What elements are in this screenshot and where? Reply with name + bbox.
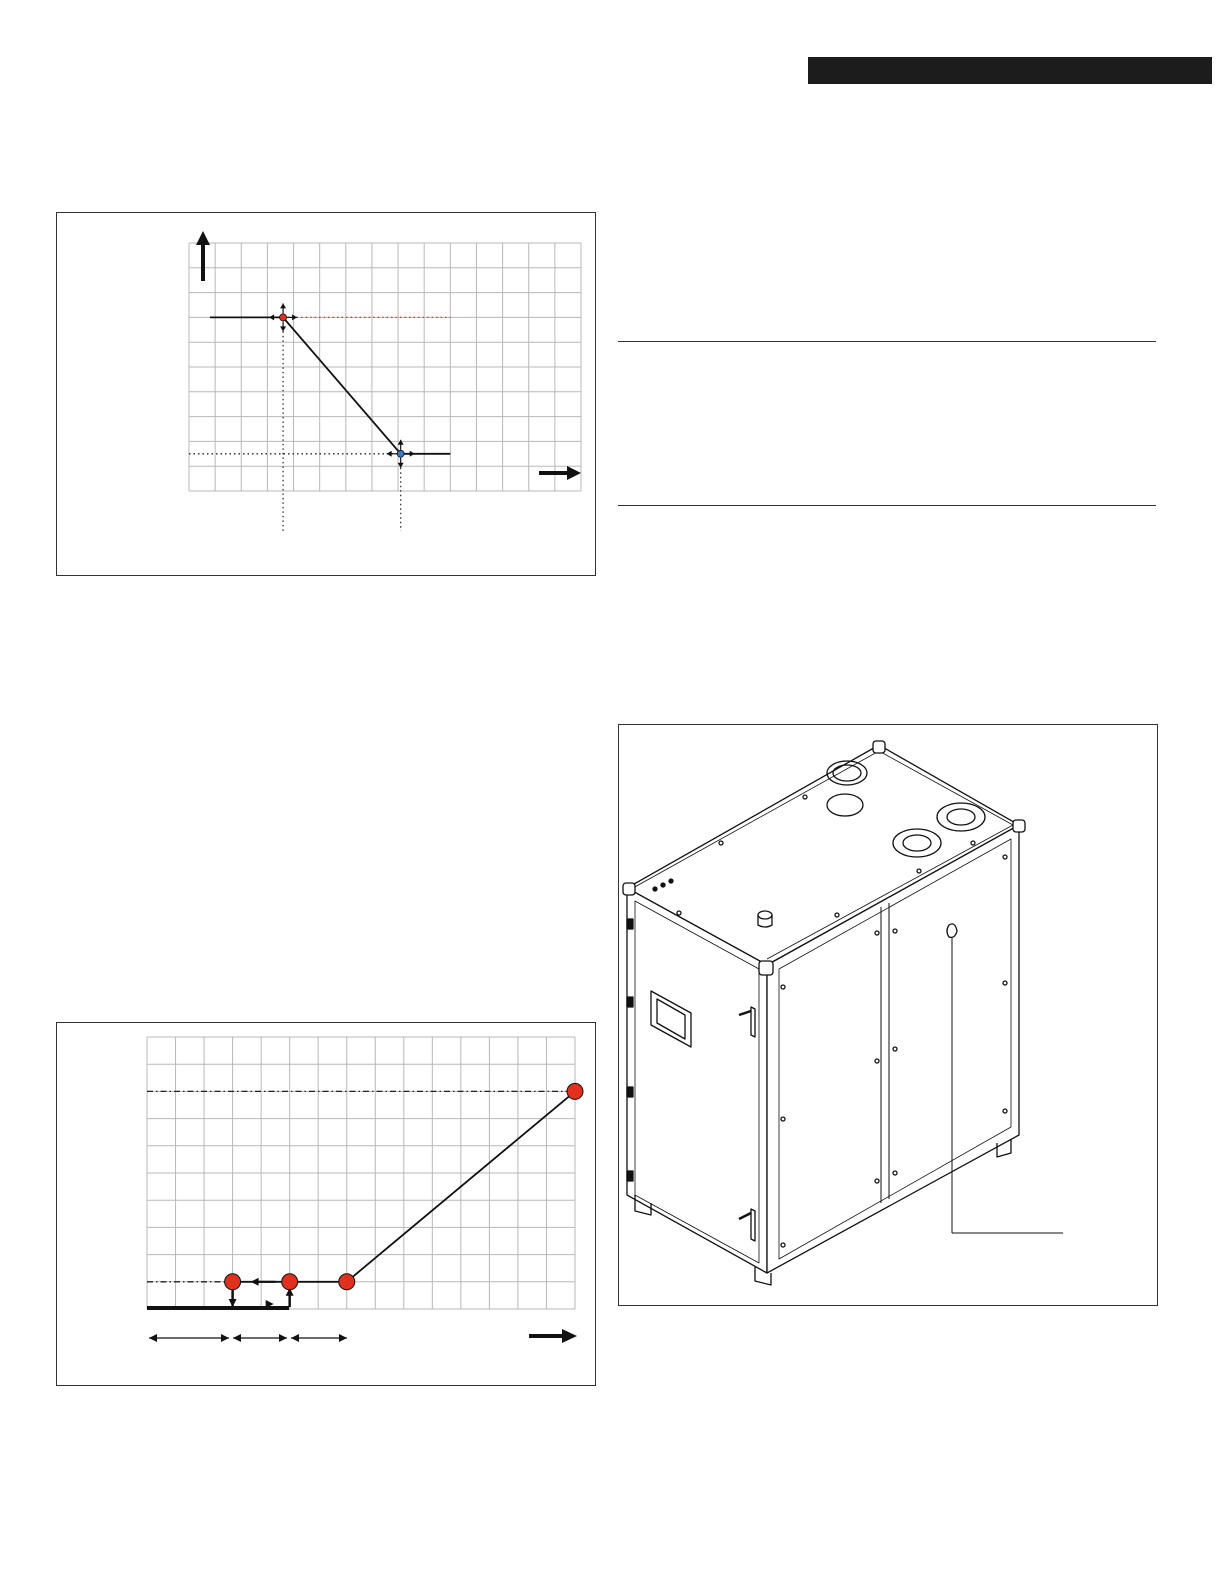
chart-2-x-axis-arrowhead — [562, 1329, 577, 1343]
door-handle-upper — [751, 1007, 755, 1037]
chart-1-x-axis-arrowhead — [567, 466, 581, 480]
chart-2-stage-marker — [339, 1274, 355, 1290]
section-header-bar — [808, 57, 1212, 84]
chart-1-adjust-arrowhead — [280, 326, 286, 331]
chart-1-adjust-arrowhead — [387, 451, 392, 457]
chart-1-y-axis-arrowhead — [196, 231, 210, 245]
chart-1-adjust-arrowhead — [410, 451, 415, 457]
door-handle-lower — [751, 1209, 755, 1241]
chart-2 — [57, 1023, 595, 1385]
chart-1-adjust-arrowhead — [398, 463, 404, 468]
chart-1-adjust-arrowhead — [398, 440, 404, 445]
chart-1-adjust-arrowhead — [280, 303, 286, 308]
chart-1-setpoint-marker — [397, 450, 404, 457]
boiler-illustration — [619, 725, 1157, 1305]
chart-1-setpoint-marker — [280, 314, 287, 321]
section-rule-bottom — [618, 505, 1156, 506]
chart-1-series-line — [210, 317, 450, 453]
chart-1 — [57, 213, 595, 575]
chart-1-adjust-arrowhead — [292, 314, 297, 320]
chart-1-adjust-arrowhead — [269, 314, 274, 320]
chart-2-stage-marker — [567, 1083, 583, 1099]
chart-2-frame — [56, 1022, 596, 1386]
service-port — [947, 924, 957, 938]
chart-2-stage-marker — [282, 1274, 298, 1290]
chart-2-grid — [147, 1037, 575, 1309]
chart-2-stage-marker — [225, 1274, 241, 1290]
boiler-illustration-frame — [618, 724, 1158, 1306]
chart-2-step-arrowhead — [251, 1278, 259, 1286]
chart-2-drop-arrowhead — [229, 1299, 237, 1307]
chart-1-frame — [56, 212, 596, 576]
section-rule-top — [618, 341, 1156, 342]
